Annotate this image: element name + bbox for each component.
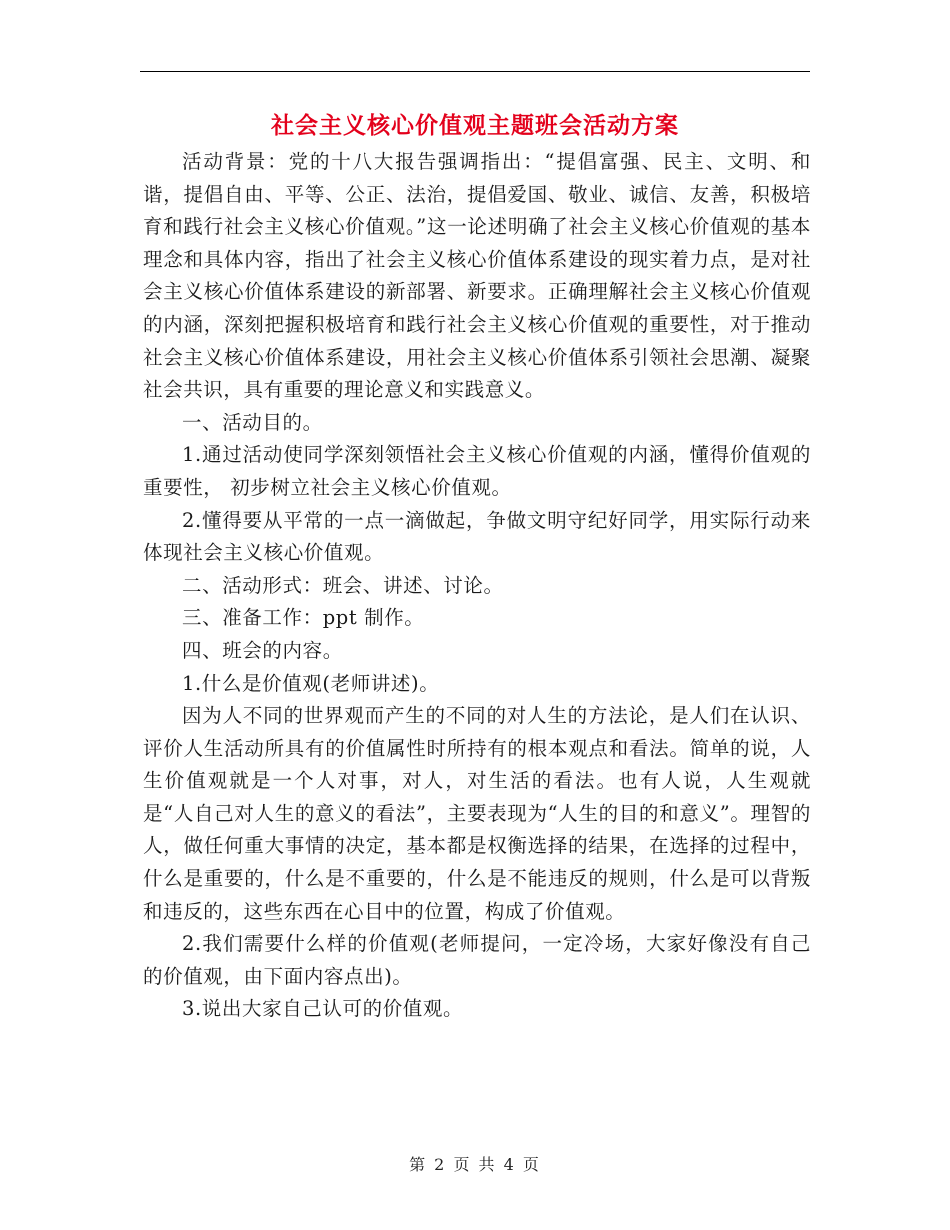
paragraph-background: 活动背景：党的十八大报告强调指出：“提倡富强、民主、文明、和谐，提倡自由、平等、公正、法治，提倡爱国、敬业、诚信、友善，积极培育和践行社会主义核心价值观。”这一论述明确了社会主义核心价值观的基本理念和具体内容，指出了社会主义核心价值体系建设的现实着力点，是对社会主义核心价值体系建设的新部署、新要求。正确理解社会主义核心价值观的内涵，深刻把握积极培育和践行社会主义核心价值观的重要性，对于推动社会主义核心价值体系建设，用社会主义核心价值体系引领社会思潮、凝聚社会共识，具有重要的理论意义和实践意义。 bbox=[143, 150, 811, 402]
paragraph-purpose-2: 2.懂得要从平常的一点一滴做起，争做文明守纪好同学，用实际行动来体现社会主义核心价值观。 bbox=[143, 508, 811, 565]
paragraph-values-explanation: 因为人不同的世界观而产生的不同的对人生的方法论，是人们在认识、评价人生活动所具有的价值属性时所持有的根本观点和看法。简单的说，人生价值观就是一个人对事，对人，对生活的看法。也有人说，人生观就是“人自己对人生的意义的看法”，主要表现为“人生的目的和意义”。理智的人，做任何重大事情的决定，基本都是权衡选择的结果，在选择的过程中，什么是重要的，什么是不重要的，什么是不能违反的规则，什么是可以背叛和违反的，这些东西在心目中的位置，构成了价值观。 bbox=[143, 704, 811, 923]
document-body bbox=[143, 146, 811, 1026]
page-footer: 第 2 页 共 4 页 bbox=[409, 1155, 541, 1174]
header-rule bbox=[140, 71, 810, 72]
item-what-values-needed: 2.我们需要什么样的价值观(老师提问，一定冷场，大家好像没有自己的价值观，由下面内容点出)。 bbox=[143, 932, 811, 988]
paragraph-purpose-1: 1.通过活动使同学深刻领悟社会主义核心价值观的内涵，懂得价值观的重要性， 初步树立社会主义核心价值观。 bbox=[143, 443, 811, 499]
item-what-is-values: 1.什么是价值观(老师讲述)。 bbox=[182, 671, 440, 695]
heading-meeting-content: 四、班会的内容。 bbox=[182, 638, 343, 662]
heading-preparation: 三、准备工作：ppt 制作。 bbox=[182, 606, 425, 630]
item-state-own-values: 3.说出大家自己认可的价值观。 bbox=[182, 997, 464, 1021]
document-title: 社会主义核心价值观主题班会活动方案 bbox=[271, 113, 679, 139]
heading-activity-form: 二、活动形式：班会、讲述、讨论。 bbox=[182, 573, 504, 597]
heading-activity-purpose: 一、活动目的。 bbox=[182, 410, 323, 434]
